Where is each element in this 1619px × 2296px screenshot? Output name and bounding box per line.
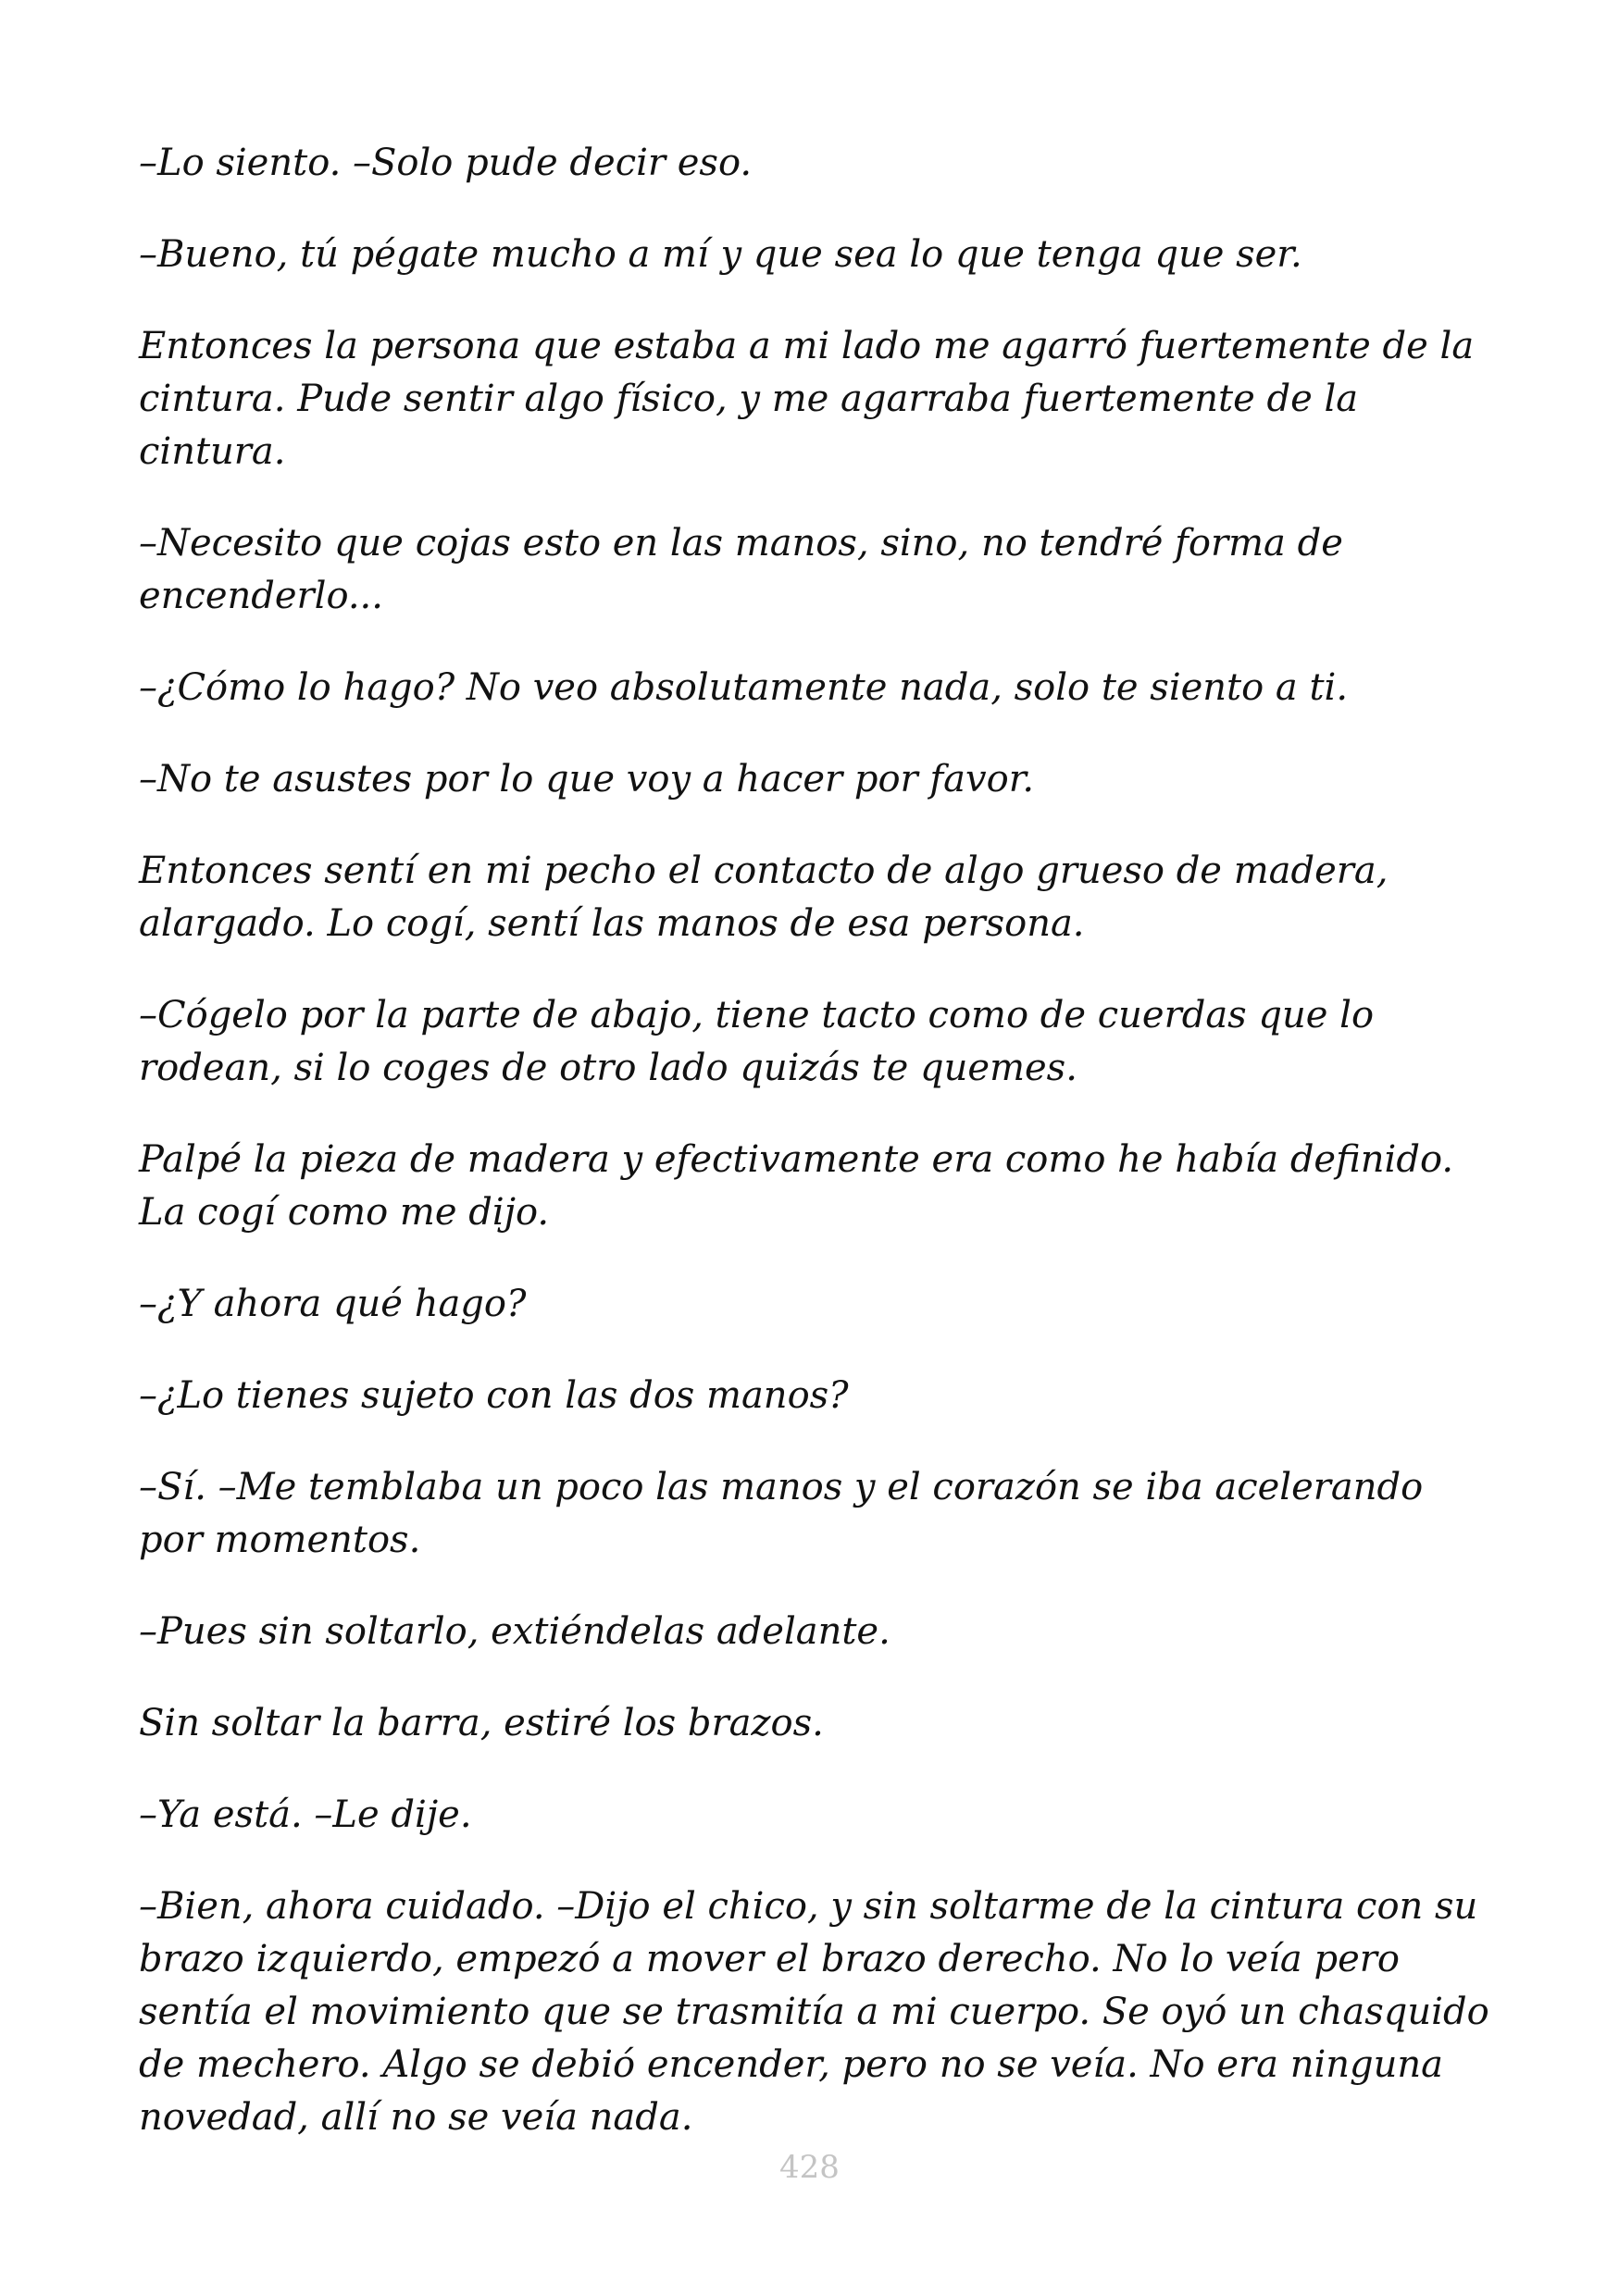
paragraph: Palpé la pieza de madera y efectivamente era como he había definido. La cogí como me dijo. [139, 1138, 1454, 1234]
paragraph: Sin soltar la barra, estiré los brazos. [139, 1702, 824, 1744]
paragraph: –¿Cómo lo hago? No veo absolutamente nada, solo te siento a ti. [139, 666, 1349, 709]
paragraph: Entonces sentí en mi pecho el contacto de algo grueso de madera, alargado. Lo cogí, sentí las manos de esa persona. [139, 850, 1389, 945]
paragraph: –Bueno, tú pégate mucho a mí y que sea lo que tenga que ser. [139, 233, 1302, 276]
paragraph: –Bien, ahora cuidado. –Dijo el chico, y sin soltarme de la cintura con su brazo izquierdo, empezó a mover el brazo derecho. No lo veía pero sentía el movimiento que se trasmitía a mi cuerpo. Se oyó un chasquido de mechero. Algo se debió encender, pero no se veía. No era ninguna novedad, allí no se veía nada. [139, 1885, 1489, 2139]
paragraph: –No te asustes por lo que voy a hacer por favor. [139, 758, 1035, 800]
body-text [139, 137, 1490, 2183]
paragraph: –Sí. –Me temblaba un poco las manos y el corazón se iba acelerando por momentos. [139, 1466, 1424, 1561]
paragraph: –Cógelo por la parte de abajo, tiene tacto como de cuerdas que lo rodean, si lo coges de otro lado quizás te quemes. [139, 994, 1375, 1089]
paragraph: –¿Lo tienes sujeto con las dos manos? [139, 1374, 849, 1417]
paragraph: –Necesito que cojas esto en las manos, sino, no tendré forma de encenderlo... [139, 522, 1343, 617]
paragraph: –Ya está. –Le dije. [139, 1793, 472, 1836]
paragraph: –¿Y ahora qué hago? [139, 1283, 527, 1325]
paragraph: –Lo siento. –Solo pude decir eso. [139, 142, 753, 184]
paragraph: Entonces la persona que estaba a mi lado me agarró fuertemente de la cintura. Pude sentir algo físico, y me agarraba fuertemente de la cintura. [139, 325, 1475, 473]
paragraph: –Pues sin soltarlo, extiéndelas adelante. [139, 1610, 890, 1653]
page-number: 428 [779, 2149, 840, 2186]
